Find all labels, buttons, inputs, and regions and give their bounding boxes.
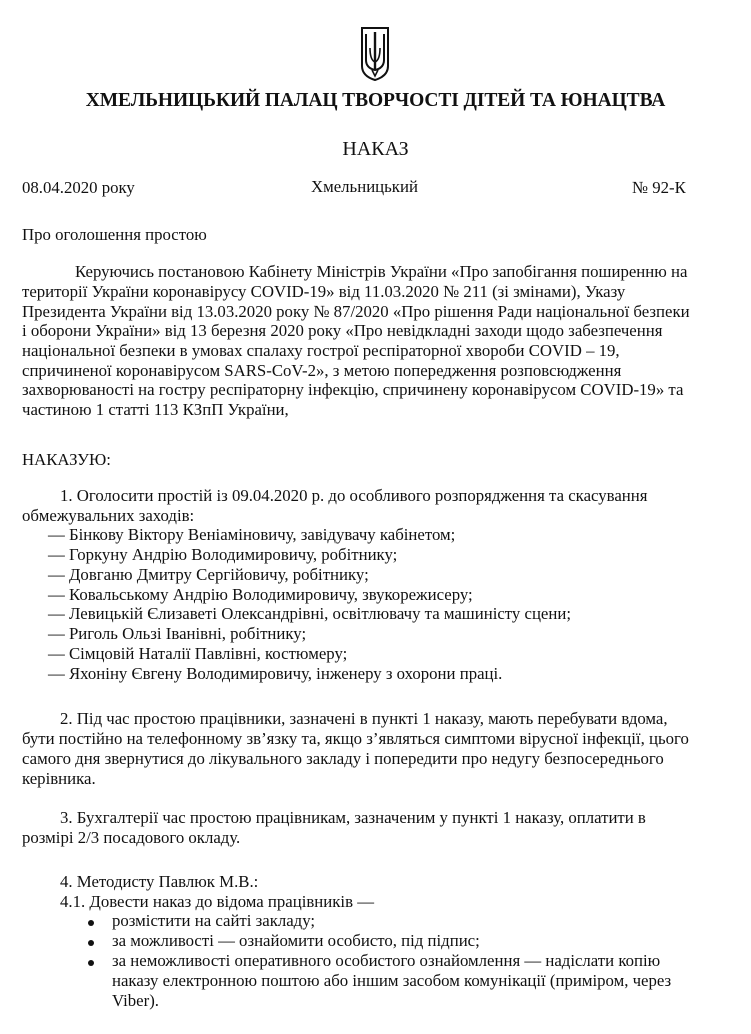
employee-item: — Бінкову Віктору Веніаміновичу, завідувачу кабінетом; bbox=[48, 525, 456, 544]
trident-icon bbox=[359, 26, 391, 82]
item2-line: керівника. bbox=[22, 769, 96, 788]
document-type: НАКАЗ bbox=[342, 138, 409, 160]
item1-line: 1. Оголосити простій із 09.04.2020 р. до особливого розпорядження та скасування bbox=[60, 486, 648, 505]
bullet-dot bbox=[88, 940, 94, 946]
employee-item: — Риголь Ользі Іванівні, робітнику; bbox=[48, 624, 307, 643]
preamble-line: Президента України від 13.03.2020 року № 87/2020 «Про рішення Ради національної безпеки bbox=[22, 302, 690, 321]
bullet-item: розмістити на сайті закладу; bbox=[112, 911, 316, 930]
preamble-line: частиною 1 статті 113 КЗпП України, bbox=[22, 400, 289, 419]
employee-item: — Горкуну Андрію Володимировичу, робітнику; bbox=[48, 545, 398, 564]
item4-title: 4. Методисту Павлюк М.В.: bbox=[60, 872, 259, 891]
order-city: Хмельницький bbox=[311, 177, 418, 196]
preamble-line: національної безпеки в умовах спалаху гострої респіраторної хвороби COVID – 19, bbox=[22, 341, 620, 360]
bullet-item-continuation: наказу електронною поштою або іншим засобом комунікації (приміром, через bbox=[112, 971, 672, 990]
item3-line: 3. Бухгалтерії час простою працівникам, зазначеним у пункті 1 наказу, оплатити в bbox=[60, 808, 646, 827]
item2-line: самого дня звернутися до лікувального закладу і попередити про недугу безпосереднього bbox=[22, 749, 664, 768]
item1-line: обмежувальних заходів: bbox=[22, 506, 195, 525]
order-subject: Про оголошення простою bbox=[22, 225, 207, 244]
item2-line: бути постійно на телефонному зв’язку та, якщо з’являться симптоми вірусної інфекції, цього bbox=[22, 729, 689, 748]
preamble-line: захворюваності на гостру респіраторну інфекцію, спричинену коронавірусом COVID-19» та bbox=[22, 380, 684, 399]
preamble-line: території України коронавірусу COVID-19» від 11.03.2020 № 211 (зі змінами), Указу bbox=[22, 282, 626, 301]
bullet-item: за неможливості оперативного особистого ознайомлення — надіслати копію bbox=[112, 951, 661, 970]
item2-line: 2. Під час простою працівники, зазначені в пункті 1 наказу, мають перебувати вдома, bbox=[60, 709, 668, 728]
order-date: 08.04.2020 року bbox=[22, 178, 135, 197]
employee-item: — Довганю Дмитру Сергійовичу, робітнику; bbox=[48, 565, 369, 584]
item3-line: розмірі 2/3 посадового окладу. bbox=[22, 828, 241, 847]
bullet-dot bbox=[88, 960, 94, 966]
employee-item: — Яхоніну Євгену Володимировичу, інженеру з охорони праці. bbox=[48, 664, 503, 683]
employee-item: — Сімцовій Наталії Павлівні, костюмеру; bbox=[48, 644, 348, 663]
bullet-dot bbox=[88, 920, 94, 926]
employee-item: — Левицькій Єлизаветі Олександрівні, освітлювачу та машиністу сцени; bbox=[48, 604, 572, 623]
preamble-line: спричиненої коронавірусом SARS-CoV-2», з метою попередження розповсюдження bbox=[22, 361, 622, 380]
organization-name: ХМЕЛЬНИЦЬКИЙ ПАЛАЦ ТВОРЧОСТІ ДІТЕЙ ТА ЮНАЦТВА bbox=[85, 90, 666, 111]
employee-item: — Ковальському Андрію Володимировичу, звукорежисеру; bbox=[48, 585, 473, 604]
bullet-item-continuation: Viber). bbox=[112, 991, 159, 1010]
bullet-item: за можливості — ознайомити особисто, під підпис; bbox=[112, 931, 480, 950]
preamble-line: і оборони України» від 13 березня 2020 року «Про невідкладні заходи щодо забезпечення bbox=[22, 321, 663, 340]
preamble-line: Керуючись постановою Кабінету Міністрів України «Про запобігання поширенню на bbox=[75, 262, 688, 281]
item4-sub: 4.1. Довести наказ до відома працівників — bbox=[60, 892, 374, 911]
order-word: НАКАЗУЮ: bbox=[22, 450, 111, 469]
order-number: № 92-К bbox=[632, 178, 686, 197]
